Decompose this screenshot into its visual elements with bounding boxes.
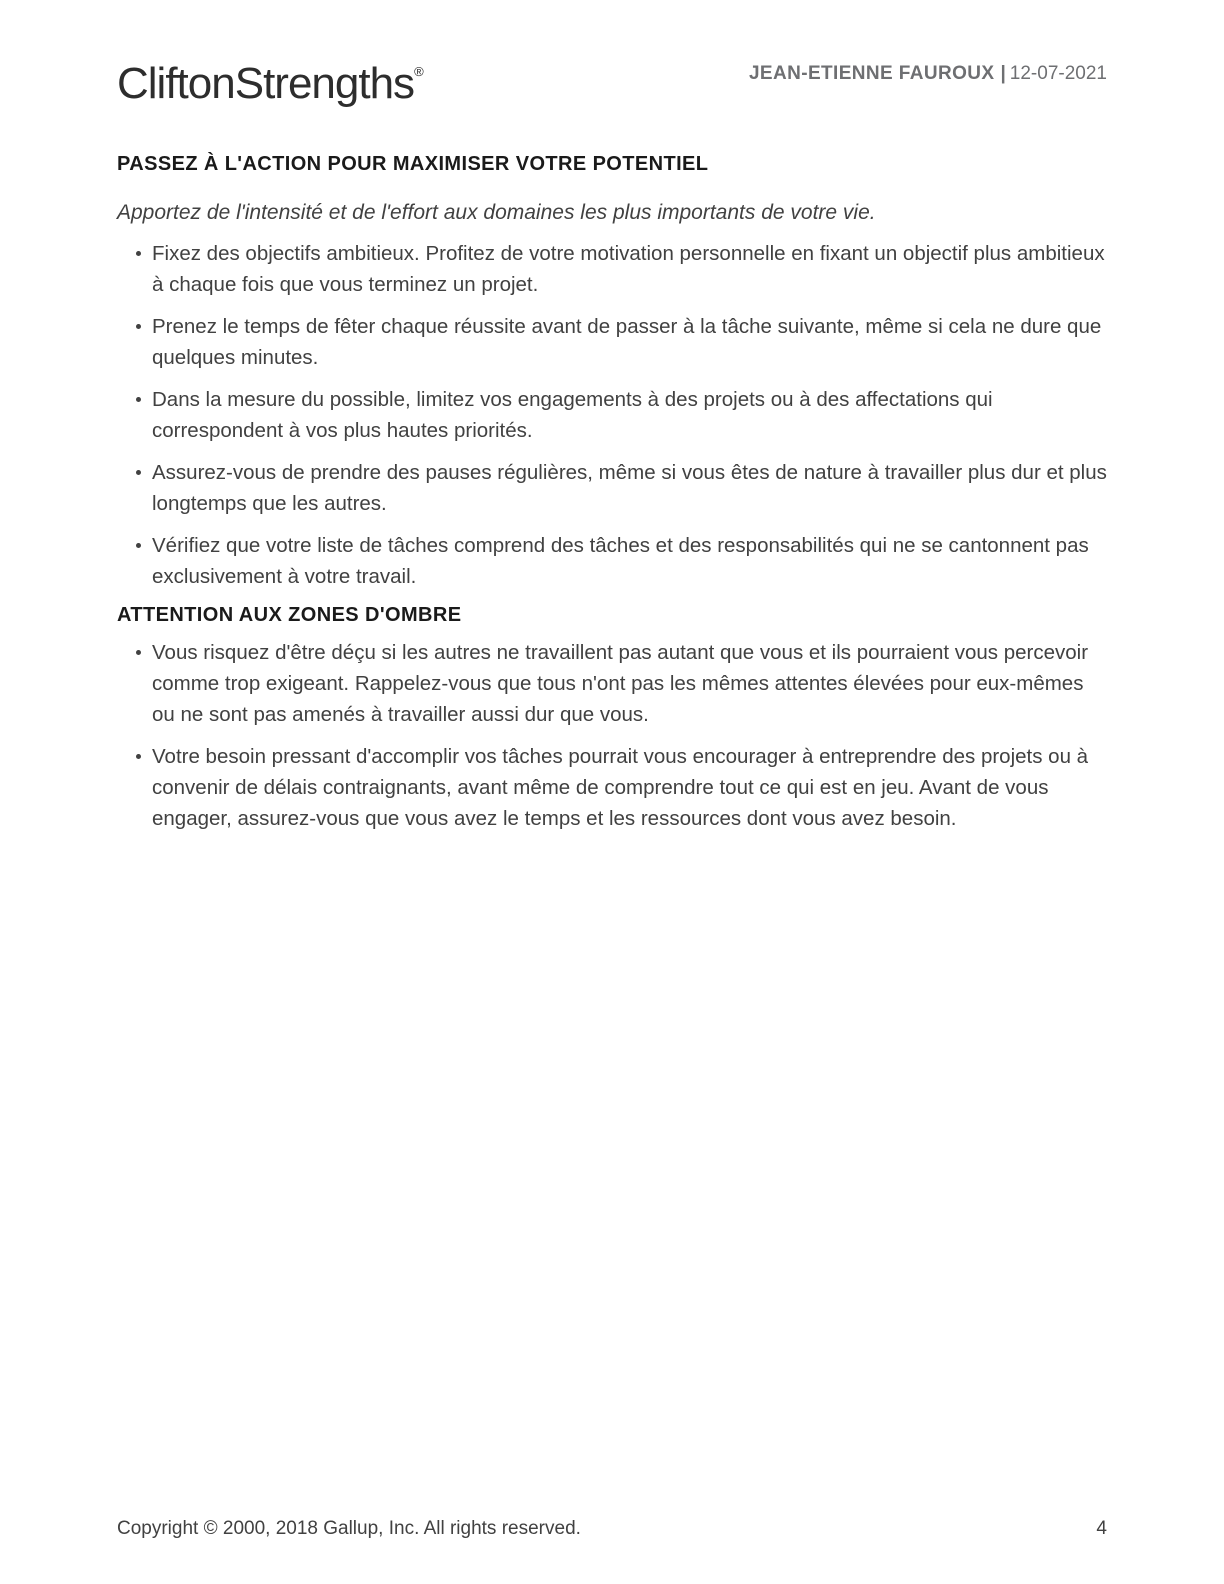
- report-meta: [749, 62, 1107, 86]
- report-date: 12-07-2021: [1009, 63, 1107, 84]
- take-action-bullet-list: [117, 238, 1107, 592]
- section-heading-blind-spots: ATTENTION AUX ZONES D'OMBRE: [117, 604, 462, 626]
- blind-spots-bullet-list: [117, 637, 1107, 834]
- bullet-item: Assurez-vous de prendre des pauses régulières, même si vous êtes de nature à travailler plus dur et plus longtemps que les autres.: [117, 457, 1107, 519]
- bullet-item: Prenez le temps de fêter chaque réussite avant de passer à la tâche suivante, même si cela ne dure que quelques minutes.: [117, 311, 1107, 373]
- logo-text: CliftonStrengths: [117, 59, 415, 108]
- copyright-text: Copyright © 2000, 2018 Gallup, Inc. All rights reserved.: [117, 1518, 581, 1539]
- report-owner-name: JEAN-ETIENNE FAUROUX: [748, 63, 995, 84]
- page-header: [117, 0, 1107, 108]
- registered-trademark-symbol: ®: [414, 64, 424, 79]
- bullet-item: Vous risquez d'être déçu si les autres ne travaillent pas autant que vous et ils pourraient vous percevoir comme trop exigeant. Rappelez-vous que tous n'ont pas les mêmes attentes élevées pour eux-mêmes ou ne sont pas amenés à travailler aussi dur que vous.: [117, 637, 1107, 730]
- section-heading-take-action: PASSEZ À L'ACTION POUR MAXIMISER VOTRE POTENTIEL: [117, 153, 709, 175]
- bullet-item: Vérifiez que votre liste de tâches comprend des tâches et des responsabilités qui ne se cantonnent pas exclusivement à votre travail.: [117, 530, 1107, 592]
- bullet-item: Dans la mesure du possible, limitez vos engagements à des projets ou à des affectations qui correspondent à vos plus hautes priorités.: [117, 384, 1107, 446]
- section-intro-text: Apportez de l'intensité et de l'effort aux domaines les plus importants de votre vie.: [117, 201, 876, 224]
- clifton-strengths-logo: [117, 50, 424, 106]
- header-separator: |: [1000, 63, 1006, 84]
- bullet-item: Votre besoin pressant d'accomplir vos tâches pourrait vous encourager à entreprendre des projets ou à convenir de délais contraignants, avant même de comprendre tout ce qui est en jeu. Avant de vous engager, assurez-vous que vous avez le temps et les ressources dont vous avez besoin.: [117, 741, 1107, 834]
- page-number: 4: [1096, 1518, 1107, 1539]
- bullet-item: Fixez des objectifs ambitieux. Profitez de votre motivation personnelle en fixant un objectif plus ambitieux à chaque fois que vous terminez un projet.: [117, 238, 1107, 300]
- page-footer: [117, 1517, 1107, 1540]
